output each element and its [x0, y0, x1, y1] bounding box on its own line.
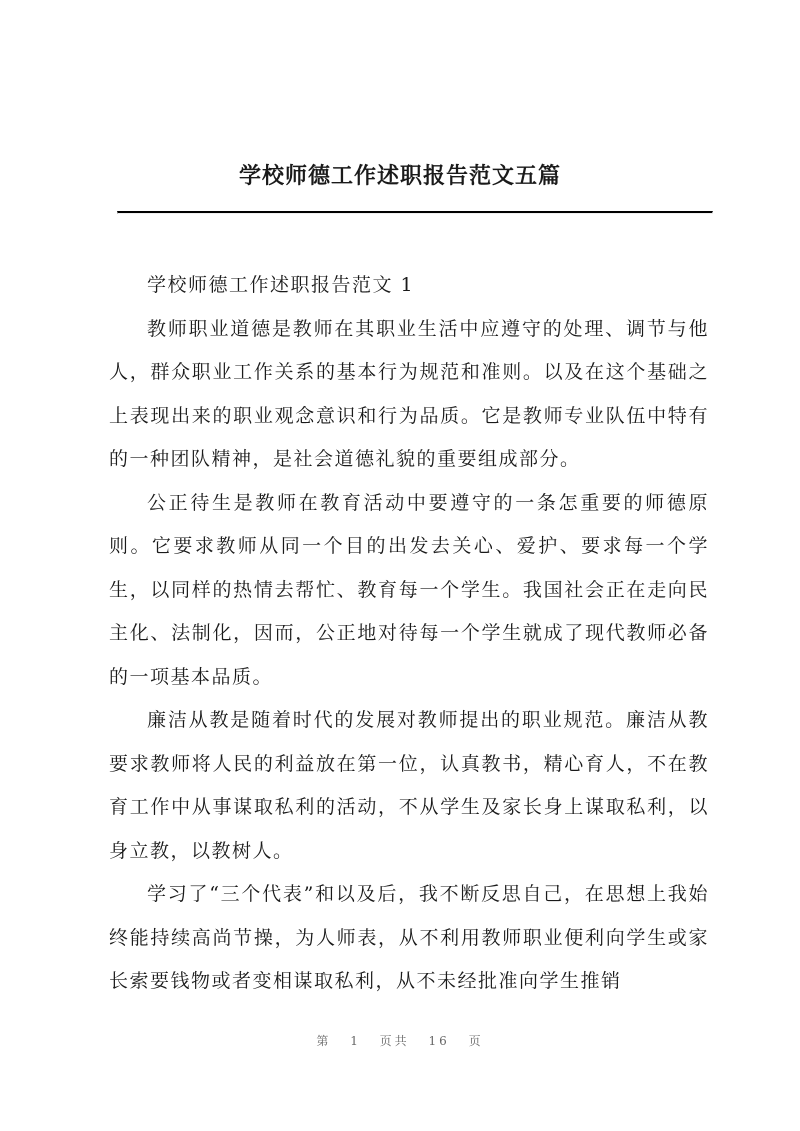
body-paragraph: 教师职业道德是教师在其职业生活中应遵守的处理、调节与他人，群众职业工作关系的基本行为规范和准则。以及在这个基础之上表现出来的职业观念意识和行为品质。它是教师专业队伍中特有的一种团队精神，是社会道德礼貌的重要组成部分。 — [109, 317, 709, 470]
body-paragraph: 公正待生是教师在教育活动中要遵守的一条怎重要的师德原则。它要求教师从同一个目的出发去关心、爱护、要求每一个学生，以同样的热情去帮忙、教育每一个学生。我国社会正在走向民主化、法制化，因而，公正地对待每一个学生就成了现代教师必备的一项基本品质。 — [109, 491, 709, 688]
footer-total-pages: 16 — [428, 1034, 450, 1048]
body-paragraph: 学习了“三个代表”和以及后，我不断反思自己，在思想上我始终能持续高尚节操，为人师表，从不利用教师职业便利向学生或家长索要钱物或者变相谋取私利，从不未经批准向学生推销 — [109, 883, 709, 992]
footer-prefix: 第 — [316, 1034, 332, 1048]
page-footer — [0, 1032, 800, 1049]
document-title: 学校师德工作述职报告范文五篇 — [238, 163, 561, 189]
body-paragraph: 廉洁从教是随着时代的发展对教师提出的职业规范。廉洁从教要求教师将人民的利益放在第一位，认真教书，精心育人，不在教育工作中从事谋取私利的活动，不从学生及家长身上谋取私利，以身立教，以教树人。 — [109, 709, 709, 862]
footer-current-page: 1 — [350, 1034, 361, 1048]
section-heading: 学校师德工作述职报告范文 1 — [147, 274, 415, 296]
document-body — [109, 264, 709, 1004]
footer-middle: 页共 — [379, 1034, 410, 1048]
title-divider — [117, 211, 713, 214]
footer-suffix: 页 — [468, 1034, 484, 1048]
